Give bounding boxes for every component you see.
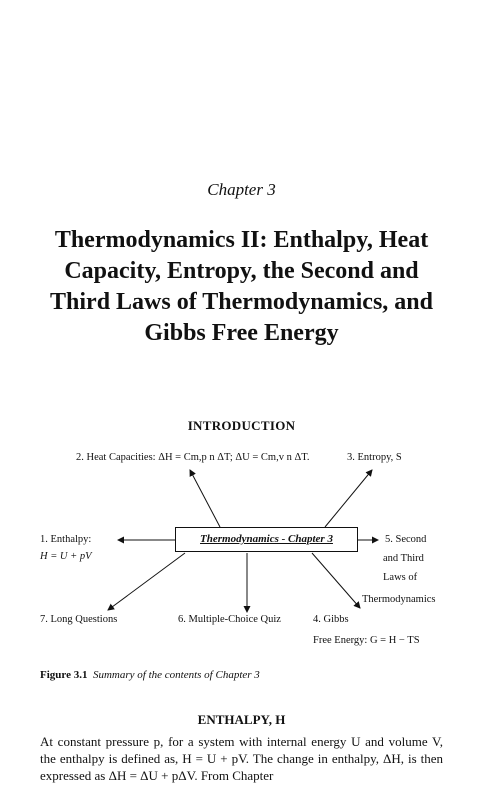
chapter-label: Chapter 3 xyxy=(207,180,276,199)
diagram-item-heat-capacities: 2. Heat Capacities: ΔH = Cm,p n ΔT; ΔU = Cm,v n ΔT. xyxy=(76,452,310,463)
chapter-title: Thermodynamics II: Enthalpy, Heat Capacity, Entropy, the Second and Third Laws of Thermodynamics, and Gibbs Free Energy xyxy=(50,227,433,346)
intro-heading: INTRODUCTION xyxy=(187,418,296,433)
diagram-item-quiz: 6. Multiple-Choice Quiz xyxy=(178,614,281,625)
diagram-item-laws-line3: Laws of xyxy=(383,572,418,583)
diagram-item-laws-line2: and Third xyxy=(383,553,424,564)
section-heading: ENTHALPY, H xyxy=(197,712,286,727)
arrow-to-item7 xyxy=(108,553,185,610)
diagram-item-gibbs: 4. Gibbs xyxy=(313,614,349,625)
diagram-item-laws-line1: 5. Second xyxy=(385,534,427,545)
figure-label: Figure 3.1 xyxy=(40,669,88,681)
diagram-item-long-questions: 7. Long Questions xyxy=(40,614,118,625)
diagram-center-box: Thermodynamics - Chapter 3 xyxy=(175,527,358,552)
diagram-item-gibbs-formula: Free Energy: G = H − TS xyxy=(313,635,420,646)
figure-caption-text: Summary of the contents of Chapter 3 xyxy=(92,669,260,681)
figure-caption xyxy=(40,669,260,681)
body-paragraph: At constant pressure p, for a system with internal energy U and volume V, the enthalpy is defined as, H = U + pV. The change in enthalpy, ΔH, is then expressed as ΔH = ΔU + pΔV. From Chapter xyxy=(40,734,443,783)
diagram-item-enthalpy: 1. Enthalpy: xyxy=(40,534,92,545)
diagram-item-laws-line4: Thermodynamics xyxy=(362,594,436,605)
arrow-to-item3 xyxy=(325,470,372,527)
diagram-item-enthalpy-formula: H = U + pV xyxy=(40,551,92,562)
arrow-to-item2 xyxy=(190,470,220,527)
diagram-item-entropy: 3. Entropy, S xyxy=(347,452,402,463)
arrow-to-item4 xyxy=(312,553,360,608)
